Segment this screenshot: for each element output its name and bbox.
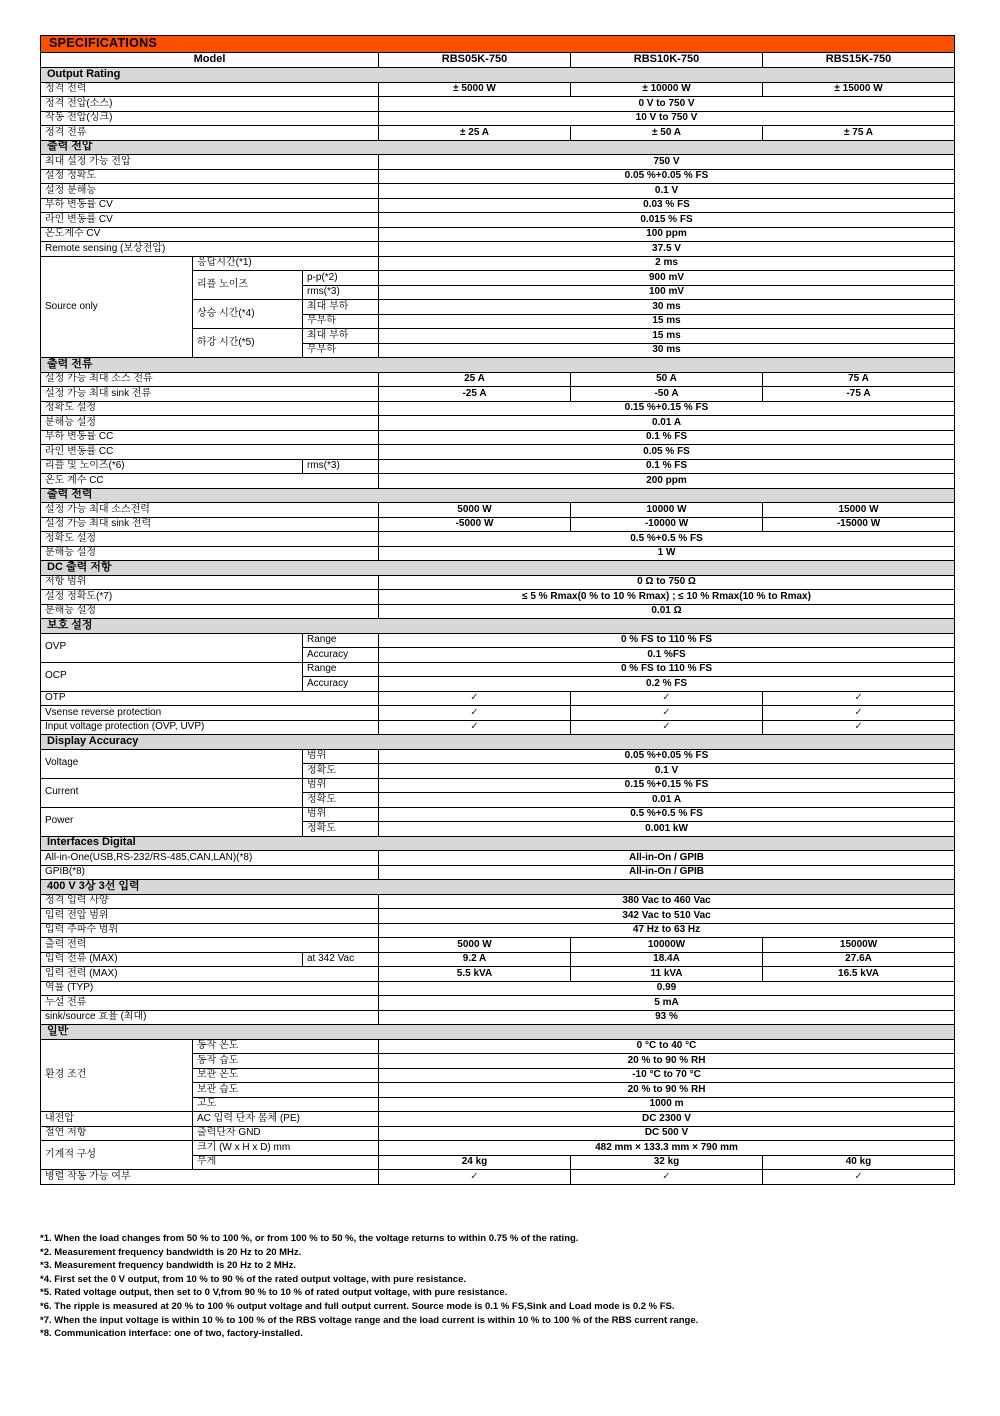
spec-value: 15 ms xyxy=(379,329,955,344)
spec-row xyxy=(41,996,955,1011)
section-title: 출력 전류 xyxy=(41,358,955,373)
spec-value: 0.015 % FS xyxy=(379,213,955,228)
footnotes xyxy=(40,1232,698,1341)
spec-value: -10 °C to 70 °C xyxy=(379,1068,955,1083)
spec-value: 482 mm × 133.3 mm × 790 mm xyxy=(379,1141,955,1156)
spec-label: GPIB(*8) xyxy=(41,865,379,880)
spec-label: 상승 시간(*4) xyxy=(193,300,303,329)
spec-label: 작동 전압(싱크) xyxy=(41,111,379,126)
spec-label: 정확도 xyxy=(303,764,379,779)
spec-label: 설정 가능 최대 소스전력 xyxy=(41,503,379,518)
spec-row xyxy=(41,1170,955,1185)
spec-value: 750 V xyxy=(379,155,955,170)
spec-label: 범위 xyxy=(303,778,379,793)
spec-label: Input voltage protection (OVP, UVP) xyxy=(41,720,379,735)
spec-label: 내전압 xyxy=(41,1112,193,1127)
spec-row xyxy=(41,590,955,605)
spec-label: 누설 전류 xyxy=(41,996,379,1011)
check-icon: ✓ xyxy=(571,706,763,721)
spec-value: 5.5 kVA xyxy=(379,967,571,982)
spec-row xyxy=(41,155,955,170)
model-name-rbs15k: RBS15K-750 xyxy=(763,53,955,68)
section-row xyxy=(41,488,955,503)
spec-row xyxy=(41,865,955,880)
spec-label: 최대 설정 가능 전압 xyxy=(41,155,379,170)
spec-label: 보관 온도 xyxy=(193,1068,379,1083)
spec-label: 무부하 xyxy=(303,343,379,358)
spec-value: 0.05 %+0.05 % FS xyxy=(379,749,955,764)
spec-value: ± 15000 W xyxy=(763,82,955,97)
spec-label: 라인 변동률 CC xyxy=(41,445,379,460)
model-name-rbs10k: RBS10K-750 xyxy=(571,53,763,68)
section-row xyxy=(41,836,955,851)
spec-label: 설정 가능 최대 소스 전류 xyxy=(41,372,379,387)
check-icon: ✓ xyxy=(763,720,955,735)
spec-value: 30 ms xyxy=(379,300,955,315)
spec-label: 정격 전압(소스) xyxy=(41,97,379,112)
spec-label: 온도계수 CV xyxy=(41,227,379,242)
footnote-line: *7. When the input voltage is within 10 % to 100 % of the RBS voltage range and the load current is within 10 % to 100 % of the RBS current range. xyxy=(40,1314,699,1326)
model-column-header: Model xyxy=(41,53,379,68)
spec-row xyxy=(41,416,955,431)
spec-label: at 342 Vac xyxy=(303,952,379,967)
spec-value: 0.01 Ω xyxy=(379,604,955,619)
spec-label: 응답시간(*1) xyxy=(193,256,379,271)
spec-label: 설정 가능 최대 sink 전류 xyxy=(41,387,379,402)
spec-label: 분해능 설정 xyxy=(41,416,379,431)
section-title: Interfaces Digital xyxy=(41,836,955,851)
spec-row xyxy=(41,778,955,793)
spec-value: -15000 W xyxy=(763,517,955,532)
spec-label: 입력 주파수 범위 xyxy=(41,923,379,938)
spec-row xyxy=(41,503,955,518)
spec-label: 온도 계수 CC xyxy=(41,474,379,489)
spec-row xyxy=(41,1039,955,1054)
spec-value: 0.01 A xyxy=(379,793,955,808)
check-icon: ✓ xyxy=(571,691,763,706)
spec-row xyxy=(41,851,955,866)
spec-value: 10000W xyxy=(571,938,763,953)
spec-label: OTP xyxy=(41,691,379,706)
spec-label: sink/source 효율 (최대) xyxy=(41,1010,379,1025)
footnote-line: *6. The ripple is measured at 20 % to 100 % output voltage and full output current. Source mode is 0.1 % FS,Sink and Load mode is 0.2 % FS. xyxy=(40,1300,675,1312)
spec-value: 27.6A xyxy=(763,952,955,967)
spec-label: 절연 저항 xyxy=(41,1126,193,1141)
spec-label: 무게 xyxy=(193,1155,379,1170)
spec-row xyxy=(41,198,955,213)
spec-row xyxy=(41,82,955,97)
spec-value: ± 50 A xyxy=(571,126,763,141)
model-header-row xyxy=(41,53,955,68)
spec-value: 2 ms xyxy=(379,256,955,271)
spec-label: All-in-One(USB,RS-232/RS-485,CAN,LAN)(*8) xyxy=(41,851,379,866)
spec-value: ± 25 A xyxy=(379,126,571,141)
section-title: 일반 xyxy=(41,1025,955,1040)
check-icon: ✓ xyxy=(763,691,955,706)
spec-value: 0.15 %+0.15 % FS xyxy=(379,401,955,416)
spec-value: ≤ 5 % Rmax(0 % to 10 % Rmax) ; ≤ 10 % Rmax(10 % to Rmax) xyxy=(379,590,955,605)
spec-row xyxy=(41,459,955,474)
check-icon: ✓ xyxy=(379,691,571,706)
spec-label: 분해능 설정 xyxy=(41,604,379,619)
spec-value: 18.4A xyxy=(571,952,763,967)
spec-label: Power xyxy=(41,807,303,836)
spec-value: 0.2 % FS xyxy=(379,677,955,692)
spec-label: 범위 xyxy=(303,807,379,822)
spec-value: 0.99 xyxy=(379,981,955,996)
spec-value: -25 A xyxy=(379,387,571,402)
spec-label: 정격 전류 xyxy=(41,126,379,141)
spec-value: 16.5 kVA xyxy=(763,967,955,982)
page-title: SPECIFICATIONS xyxy=(41,36,955,53)
spec-label: 병렬 작동 가능 여부 xyxy=(41,1170,379,1185)
spec-value: 15000 W xyxy=(763,503,955,518)
spec-label: 기계적 구성 xyxy=(41,1141,193,1170)
section-row xyxy=(41,735,955,750)
check-icon: ✓ xyxy=(379,1170,571,1185)
spec-label: 리플 및 노이즈(*6) xyxy=(41,459,303,474)
spec-row xyxy=(41,981,955,996)
spec-value: 100 ppm xyxy=(379,227,955,242)
spec-row xyxy=(41,126,955,141)
section-row xyxy=(41,561,955,576)
spec-row xyxy=(41,387,955,402)
spec-label: 최대 부하 xyxy=(303,329,379,344)
spec-row xyxy=(41,474,955,489)
spec-value: All-in-On / GPIB xyxy=(379,865,955,880)
spec-row xyxy=(41,938,955,953)
spec-value: 15000W xyxy=(763,938,955,953)
spec-value: 1 W xyxy=(379,546,955,561)
spec-row xyxy=(41,256,955,271)
spec-value: 11 kVA xyxy=(571,967,763,982)
spec-value: 900 mV xyxy=(379,271,955,286)
spec-label: 출력단자 GND xyxy=(193,1126,379,1141)
spec-row xyxy=(41,111,955,126)
spec-value: 32 kg xyxy=(571,1155,763,1170)
section-title: DC 출력 저항 xyxy=(41,561,955,576)
spec-label: 범위 xyxy=(303,749,379,764)
check-icon: ✓ xyxy=(763,706,955,721)
spec-row xyxy=(41,97,955,112)
section-title: 400 V 3상 3선 입력 xyxy=(41,880,955,895)
spec-value: 40 kg xyxy=(763,1155,955,1170)
section-row xyxy=(41,880,955,895)
spec-value: 0 V to 750 V xyxy=(379,97,955,112)
spec-label: 출력 전력 xyxy=(41,938,379,953)
spec-value: 100 mV xyxy=(379,285,955,300)
spec-label: AC 입력 단자 몸체 (PE) xyxy=(193,1112,379,1127)
spec-row xyxy=(41,242,955,257)
spec-value: 25 A xyxy=(379,372,571,387)
spec-row xyxy=(41,372,955,387)
section-row xyxy=(41,140,955,155)
spec-label: rms(*3) xyxy=(303,459,379,474)
spec-value: 0 % FS to 110 % FS xyxy=(379,662,955,677)
spec-label: 정확도 설정 xyxy=(41,532,379,547)
section-title: 보호 설정 xyxy=(41,619,955,634)
spec-value: 0.5 %+0.5 % FS xyxy=(379,807,955,822)
spec-label: 크기 (W x H x D) mm xyxy=(193,1141,379,1156)
spec-label: 입력 전류 (MAX) xyxy=(41,952,303,967)
spec-label: Accuracy xyxy=(303,648,379,663)
check-icon: ✓ xyxy=(379,720,571,735)
spec-value: DC 500 V xyxy=(379,1126,955,1141)
spec-row xyxy=(41,662,955,677)
spec-label: Current xyxy=(41,778,303,807)
spec-label: 입력 전압 범위 xyxy=(41,909,379,924)
spec-value: 0.1 % FS xyxy=(379,430,955,445)
spec-label: Range xyxy=(303,662,379,677)
spec-value: ± 10000 W xyxy=(571,82,763,97)
spec-label: 최대 부하 xyxy=(303,300,379,315)
section-row xyxy=(41,358,955,373)
spec-value: 93 % xyxy=(379,1010,955,1025)
spec-row xyxy=(41,227,955,242)
section-row xyxy=(41,68,955,83)
spec-value: 380 Vac to 460 Vac xyxy=(379,894,955,909)
spec-label: 고도 xyxy=(193,1097,379,1112)
spec-value: 0.5 %+0.5 % FS xyxy=(379,532,955,547)
spec-label: rms(*3) xyxy=(303,285,379,300)
spec-label: 동작 습도 xyxy=(193,1054,379,1069)
footnote-line: *4. First set the 0 V output, from 10 % to 90 % of the rated output voltage, with pure resistance. xyxy=(40,1273,466,1285)
spec-label: 라인 변동률 CV xyxy=(41,213,379,228)
spec-label: 역률 (TYP) xyxy=(41,981,379,996)
spec-value: 5000 W xyxy=(379,938,571,953)
spec-label: 동작 온도 xyxy=(193,1039,379,1054)
spec-label: 입력 전력 (MAX) xyxy=(41,967,379,982)
section-row xyxy=(41,619,955,634)
spec-row xyxy=(41,749,955,764)
spec-row xyxy=(41,604,955,619)
spec-value: 10 V to 750 V xyxy=(379,111,955,126)
spec-label: Accuracy xyxy=(303,677,379,692)
footnote-line: *8. Communication interface: one of two, factory-installed. xyxy=(40,1328,303,1340)
spec-label: 부하 변동률 CV xyxy=(41,198,379,213)
spec-label: 정격 입력 사양 xyxy=(41,894,379,909)
spec-value: -75 A xyxy=(763,387,955,402)
spec-table xyxy=(40,35,955,1185)
spec-label: Vsense reverse protection xyxy=(41,706,379,721)
spec-value: -50 A xyxy=(571,387,763,402)
spec-value: 0.05 % FS xyxy=(379,445,955,460)
spec-row xyxy=(41,532,955,547)
spec-label: OCP xyxy=(41,662,303,691)
section-title: Output Rating xyxy=(41,68,955,83)
spec-value: -5000 W xyxy=(379,517,571,532)
spec-label: Range xyxy=(303,633,379,648)
spec-value: 30 ms xyxy=(379,343,955,358)
spec-label: 리플 노이즈 xyxy=(193,271,303,300)
spec-label: 정격 전력 xyxy=(41,82,379,97)
spec-value: 24 kg xyxy=(379,1155,571,1170)
spec-row xyxy=(41,213,955,228)
spec-value: 37.5 V xyxy=(379,242,955,257)
spec-value: 15 ms xyxy=(379,314,955,329)
spec-value: All-in-On / GPIB xyxy=(379,851,955,866)
spec-label: 정확도 xyxy=(303,793,379,808)
spec-label: 무부하 xyxy=(303,314,379,329)
spec-value: 0 °C to 40 °C xyxy=(379,1039,955,1054)
spec-value: 50 A xyxy=(571,372,763,387)
spec-label: Remote sensing (보상전압) xyxy=(41,242,379,257)
spec-row xyxy=(41,1141,955,1156)
spec-label: 설정 정확도(*7) xyxy=(41,590,379,605)
spec-row xyxy=(41,952,955,967)
spec-value: 1000 m xyxy=(379,1097,955,1112)
spec-value: -10000 W xyxy=(571,517,763,532)
spec-value: ± 75 A xyxy=(763,126,955,141)
spec-value: 0 Ω to 750 Ω xyxy=(379,575,955,590)
spec-value: ± 5000 W xyxy=(379,82,571,97)
spec-label: 정확도 설정 xyxy=(41,401,379,416)
spec-label: 부하 변동률 CC xyxy=(41,430,379,445)
spec-value: 0.01 A xyxy=(379,416,955,431)
footnote-line: *1. When the load changes from 50 % to 100 %, or from 100 % to 50 %, the voltage returns to within 0.75 % of the rating. xyxy=(40,1233,579,1244)
spec-row xyxy=(41,967,955,982)
spec-label: 하강 시간(*5) xyxy=(193,329,303,358)
spec-value: 0 % FS to 110 % FS xyxy=(379,633,955,648)
title-bar xyxy=(41,36,955,53)
spec-label: 보관 습도 xyxy=(193,1083,379,1098)
spec-value: 20 % to 90 % RH xyxy=(379,1083,955,1098)
spec-value: 0.1 %FS xyxy=(379,648,955,663)
spec-value: 0.001 kW xyxy=(379,822,955,837)
section-title: 출력 전압 xyxy=(41,140,955,155)
spec-label: 정확도 xyxy=(303,822,379,837)
spec-value: 0.1 % FS xyxy=(379,459,955,474)
spec-value: 5000 W xyxy=(379,503,571,518)
spec-value: 75 A xyxy=(763,372,955,387)
check-icon: ✓ xyxy=(379,706,571,721)
spec-row xyxy=(41,1126,955,1141)
spec-row xyxy=(41,923,955,938)
model-name-rbs05k: RBS05K-750 xyxy=(379,53,571,68)
spec-value: 0.05 %+0.05 % FS xyxy=(379,169,955,184)
spec-value: 200 ppm xyxy=(379,474,955,489)
spec-value: 10000 W xyxy=(571,503,763,518)
section-title: 출력 전력 xyxy=(41,488,955,503)
spec-label: 저항 범위 xyxy=(41,575,379,590)
spec-row xyxy=(41,430,955,445)
spec-row xyxy=(41,807,955,822)
spec-row xyxy=(41,1112,955,1127)
spec-label: Voltage xyxy=(41,749,303,778)
spec-row xyxy=(41,184,955,199)
spec-label: 분해능 설정 xyxy=(41,546,379,561)
check-icon: ✓ xyxy=(571,720,763,735)
check-icon: ✓ xyxy=(763,1170,955,1185)
spec-value: 0.1 V xyxy=(379,184,955,199)
spec-value: 0.03 % FS xyxy=(379,198,955,213)
spec-row xyxy=(41,517,955,532)
spec-row xyxy=(41,575,955,590)
spec-value: 342 Vac to 510 Vac xyxy=(379,909,955,924)
check-icon: ✓ xyxy=(571,1170,763,1185)
spec-row xyxy=(41,445,955,460)
spec-row xyxy=(41,401,955,416)
spec-row xyxy=(41,633,955,648)
spec-row xyxy=(41,546,955,561)
footnote-line: *3. Measurement frequency bandwidth is 20 Hz to 2 MHz. xyxy=(40,1260,297,1272)
spec-value: 0.1 V xyxy=(379,764,955,779)
spec-label: 환경 조건 xyxy=(41,1039,193,1112)
section-row xyxy=(41,1025,955,1040)
spec-label: OVP xyxy=(41,633,303,662)
spec-label: 설정 정확도 xyxy=(41,169,379,184)
section-title: Display Accuracy xyxy=(41,735,955,750)
spec-row xyxy=(41,1010,955,1025)
footnote-line: *5. Rated voltage output, then set to 0 V,from 90 % to 10 % of rated output voltage, with pure resistance. xyxy=(40,1287,508,1299)
spec-value: 20 % to 90 % RH xyxy=(379,1054,955,1069)
spec-value: 9.2 A xyxy=(379,952,571,967)
spec-value: 0.15 %+0.15 % FS xyxy=(379,778,955,793)
spec-value: 47 Hz to 63 Hz xyxy=(379,923,955,938)
spec-row xyxy=(41,720,955,735)
spec-label: 설정 가능 최대 sink 전력 xyxy=(41,517,379,532)
spec-row xyxy=(41,909,955,924)
spec-value: DC 2300 V xyxy=(379,1112,955,1127)
spec-row xyxy=(41,894,955,909)
spec-row xyxy=(41,691,955,706)
spec-label: Source only xyxy=(41,256,193,358)
spec-label: 설정 분해능 xyxy=(41,184,379,199)
spec-row xyxy=(41,706,955,721)
footnote-line: *2. Measurement frequency bandwidth is 20 Hz to 20 MHz. xyxy=(40,1246,302,1258)
spec-value: 5 mA xyxy=(379,996,955,1011)
spec-label: p-p(*2) xyxy=(303,271,379,286)
spec-row xyxy=(41,169,955,184)
